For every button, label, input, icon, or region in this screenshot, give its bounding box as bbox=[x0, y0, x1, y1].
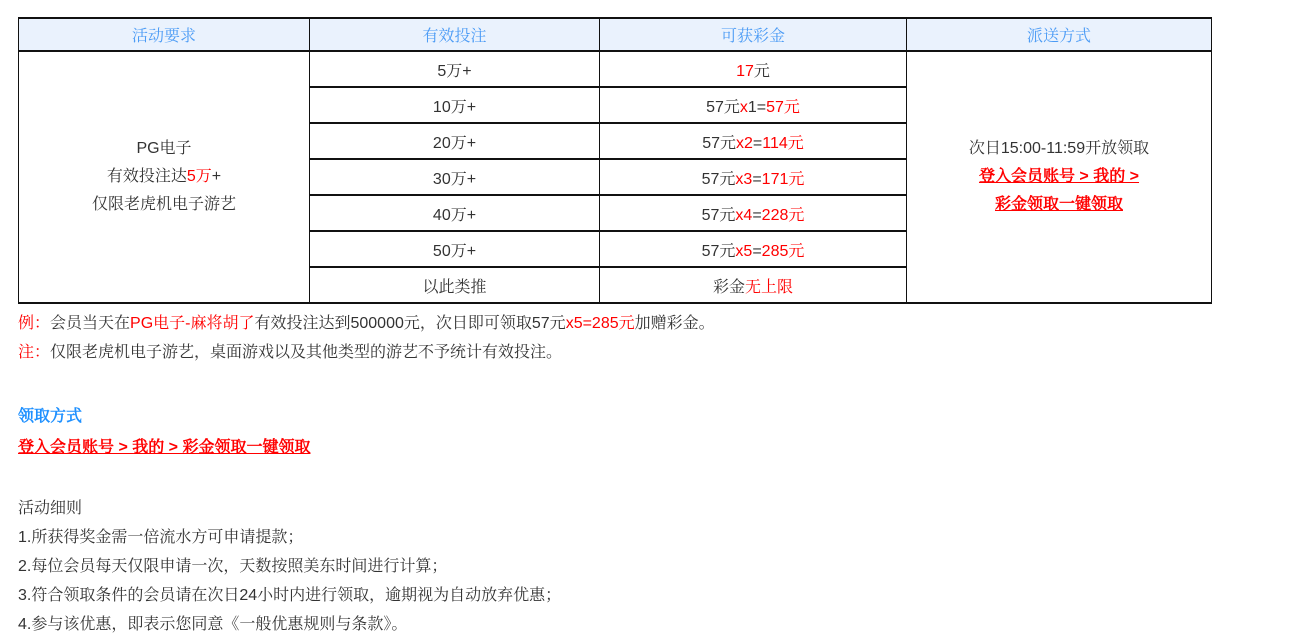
requirement-line bbox=[19, 135, 309, 163]
claim-path-link[interactable]: 登入会员账号 > 我的 > 彩金领取一键领取 bbox=[18, 439, 311, 456]
text-segment: 57元 bbox=[701, 206, 736, 224]
table-row bbox=[19, 51, 1212, 87]
text-segment: = bbox=[752, 134, 763, 152]
bonus-cell bbox=[600, 51, 907, 87]
delivery-cell bbox=[907, 51, 1212, 303]
text-segment: 114元 bbox=[762, 134, 804, 152]
claim-section-title: 领取方式 bbox=[18, 408, 83, 425]
text-segment: 仅限老虎机电子游艺，桌面游戏以及其他类型的游艺不予统计有效投注。 bbox=[50, 344, 563, 361]
note-line bbox=[18, 338, 1291, 367]
delivery-schedule: 次日15:00-11:59开放领取 bbox=[968, 140, 1150, 157]
column-header-valid-bets: 有效投注 bbox=[310, 18, 600, 51]
text-segment: x5 bbox=[735, 242, 753, 260]
rules-list bbox=[18, 523, 1291, 639]
bonus-cell bbox=[600, 231, 907, 267]
text-segment: 171元 bbox=[761, 170, 805, 188]
bonus-cell bbox=[600, 123, 907, 159]
text-segment: PG电子-麻将胡了 bbox=[130, 315, 255, 332]
rules-title: 活动细则 bbox=[18, 500, 83, 517]
text-segment: 会员当天在 bbox=[50, 315, 131, 332]
promo-table bbox=[18, 17, 1212, 304]
text-segment: x4 bbox=[735, 206, 753, 224]
text-segment: = bbox=[752, 242, 762, 260]
header-row bbox=[19, 18, 1212, 51]
bonus-cell bbox=[600, 195, 907, 231]
requirement-line bbox=[19, 191, 309, 219]
example-line bbox=[18, 309, 1291, 338]
text-segment: 57元 bbox=[701, 242, 736, 260]
text-segment: 1= bbox=[747, 98, 767, 116]
text-segment: 57元 bbox=[706, 98, 740, 116]
requirement-cell bbox=[19, 51, 310, 303]
requirement-line bbox=[19, 163, 309, 191]
text-segment: x bbox=[739, 98, 748, 116]
text-segment: 例： bbox=[18, 315, 51, 332]
text-segment: PG电子 bbox=[136, 140, 192, 157]
valid-bet-cell: 30万+ bbox=[310, 159, 600, 195]
text-segment: + bbox=[211, 168, 222, 185]
delivery-path-link-line2[interactable]: 彩金领取一键领取 bbox=[994, 196, 1123, 213]
valid-bet-cell: 40万+ bbox=[310, 195, 600, 231]
text-segment: 无上限 bbox=[745, 278, 794, 296]
text-segment: = bbox=[752, 170, 762, 188]
text-segment: 有效投注达到500000元，次日即可领取57元 bbox=[254, 315, 566, 332]
valid-bet-cell: 5万+ bbox=[310, 51, 600, 87]
text-segment: x2 bbox=[736, 134, 753, 152]
bonus-cell bbox=[600, 87, 907, 123]
text-segment: x5=285元 bbox=[565, 315, 635, 332]
text-segment: 57元 bbox=[702, 134, 737, 152]
text-segment: 彩金 bbox=[712, 278, 745, 296]
text-segment: 5万 bbox=[186, 168, 212, 185]
text-segment: 57元 bbox=[701, 170, 736, 188]
text-segment: 仅限老虎机电子游艺 bbox=[91, 196, 236, 213]
text-segment: 57元 bbox=[766, 98, 800, 116]
valid-bet-cell: 以此类推 bbox=[310, 267, 600, 303]
text-segment: 17 bbox=[736, 62, 754, 80]
text-segment: 285元 bbox=[761, 242, 805, 260]
text-segment: = bbox=[752, 206, 762, 224]
rule-item: 2.每位会员每天仅限申请一次，天数按照美东时间进行计算； bbox=[18, 558, 448, 575]
valid-bet-cell: 20万+ bbox=[310, 123, 600, 159]
rule-item: 4.参与该优惠，即表示您同意《一般优惠规则与条款》。 bbox=[18, 616, 408, 633]
text-segment: x3 bbox=[735, 170, 753, 188]
valid-bet-cell: 50万+ bbox=[310, 231, 600, 267]
column-header-bonus: 可获彩金 bbox=[600, 18, 907, 51]
text-segment: 注： bbox=[18, 344, 51, 361]
text-segment: 有效投注达 bbox=[106, 168, 187, 185]
rule-item: 3.符合领取条件的会员请在次日24小时内进行领取，逾期视为自动放弃优惠； bbox=[18, 587, 562, 604]
table-body bbox=[19, 51, 1212, 303]
delivery-path-link-line1[interactable]: 登入会员账号 > 我的 > bbox=[978, 168, 1140, 185]
valid-bet-cell: 10万+ bbox=[310, 87, 600, 123]
text-segment: 228元 bbox=[761, 206, 805, 224]
bonus-cell bbox=[600, 267, 907, 303]
column-header-requirement: 活动要求 bbox=[19, 18, 310, 51]
text-segment: 元 bbox=[753, 62, 770, 80]
rule-item: 1.所获得奖金需一倍流水方可申请提款； bbox=[18, 529, 304, 546]
text-segment: 加赠彩金。 bbox=[634, 315, 715, 332]
bonus-cell bbox=[600, 159, 907, 195]
column-header-delivery: 派送方式 bbox=[907, 18, 1212, 51]
